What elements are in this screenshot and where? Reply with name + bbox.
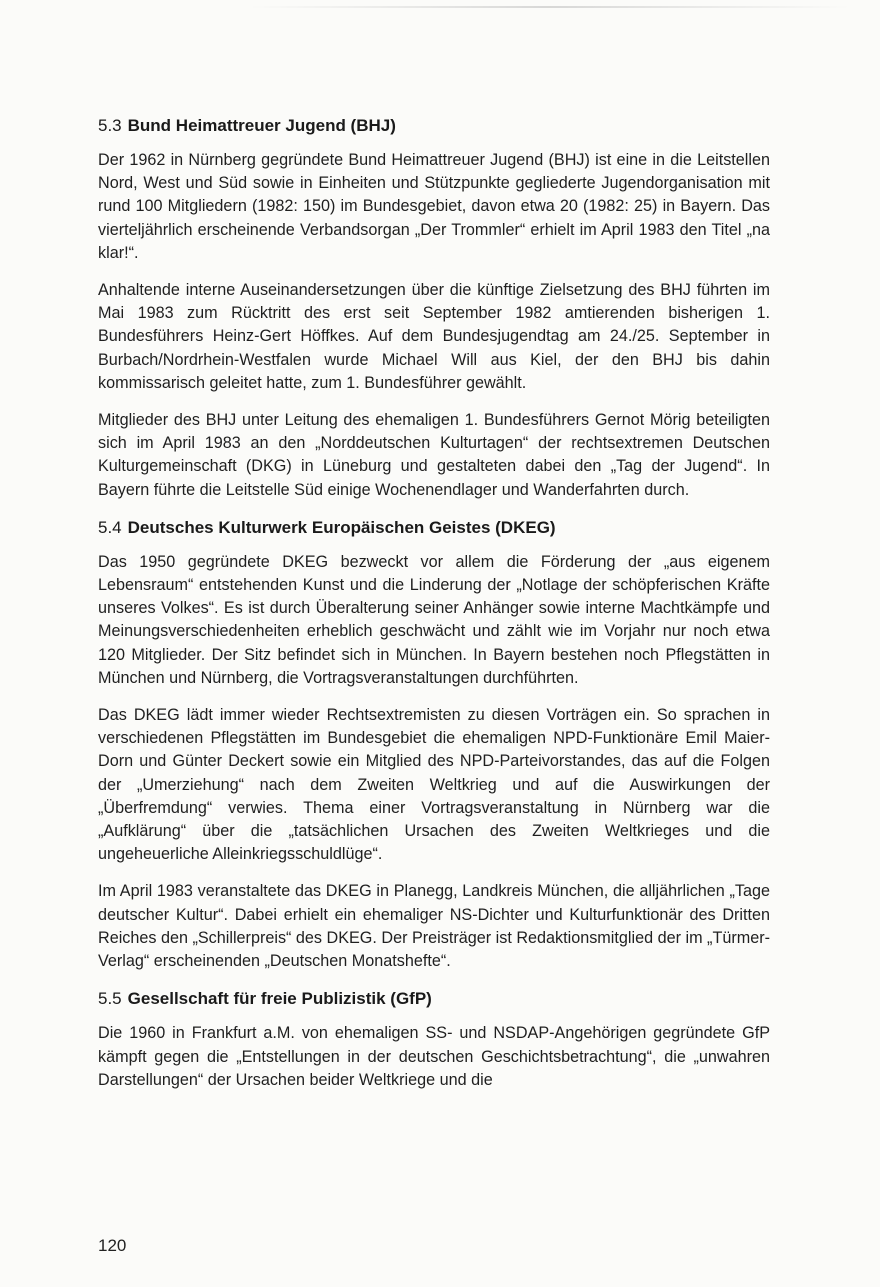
section-heading [98, 114, 770, 138]
paragraph: Der 1962 in Nürnberg gegründete Bund Heimattreuer Jugend (BHJ) ist eine in die Leitstellen Nord, West und Süd sowie in Einheiten und Stützpunkte gegliederte Jugendorganisation mit rund 100 Mitgliedern (1982: 150) im Bundesgebiet, davon etwa 20 (1982: 25) in Bayern. Das vierteljährlich erscheinende Verbandsorgan „Der Trommler“ erhielt im April 1983 den Titel „na klar!“. [98, 151, 770, 262]
page-number: 120 [98, 1236, 127, 1255]
section-title: Gesellschaft für freie Publizistik (GfP) [127, 989, 432, 1009]
section-5-5 [98, 987, 770, 1092]
section-title: Deutsches Kulturwerk Europäischen Geistes (DKEG) [127, 517, 556, 537]
section-heading [98, 516, 770, 540]
paragraph: Das 1950 gegründete DKEG bezweckt vor allem die Förderung der „aus eigenem Lebensraum“ entstehenden Kunst und die Linderung der „Notlage der schöpferischen Kräfte unseres Volkes“. Es ist durch Überalterung seiner Anhänger sowie interne Machtkämpfe und Meinungsverschiedenheiten erheblich geschwächt und zählt wie im Vorjahr nur noch etwa 120 Mitglieder. Der Sitz befindet sich in München. In Bayern bestehen noch Pflegstätten in München und Nürnberg, die Vortragsveranstaltungen durchführten. [98, 552, 770, 687]
paragraph: Die 1960 in Frankfurt a.M. von ehemaligen SS- und NSDAP-Angehörigen gegründete GfP kämpft gegen die „Entstellungen in der deutschen Geschichtsbetrachtung“, die „unwahren Darstellungen“ der Ursachen beider Weltkriege und die [98, 1024, 770, 1089]
section-5-4 [98, 516, 770, 973]
section-5-3 [98, 114, 770, 502]
paragraph: Das DKEG lädt immer wieder Rechtsextremisten zu diesen Vorträgen ein. So sprachen in verschiedenen Pflegstätten im Bundesgebiet die ehemaligen NPD-Funktionäre Emil Maier-Dorn und Günter Deckert sowie ein Mitglied des NPD-Parteivorstandes, das auf die Folgen der „Umerziehung“ nach dem Zweiten Weltkrieg und auf die Auswirkungen der „Überfremdung“ verwies. Thema einer Vortragsveranstaltung in Nürnberg war die „Aufklärung“ über die „tatsächlichen Ursachen des Zweiten Weltkrieges und die ungeheuerliche Alleinkriegsschuldlüge“. [98, 706, 770, 864]
paragraph: Im April 1983 veranstaltete das DKEG in Planegg, Landkreis München, die alljährlichen „Tage deutscher Kultur“. Dabei erhielt ein ehemaliger NS-Dichter und Kulturfunktionär des Dritten Reiches den „Schillerpreis“ des DKEG. Der Preisträger ist Redaktionsmitglied der im „Türmer-Verlag“ erscheinenden „Deutschen Monatshefte“. [98, 882, 770, 971]
section-number: 5.5 [98, 989, 122, 1009]
section-heading [98, 987, 770, 1011]
page-content [98, 114, 770, 1106]
paragraph: Anhaltende interne Auseinandersetzungen über die künftige Zielsetzung des BHJ führten im Mai 1983 zum Rücktritt des erst seit September 1982 amtierenden bisherigen 1. Bundesführers Heinz-Gert Höffkes. Auf dem Bundesjugendtag am 24./25. September in Burbach/Nordrhein-Westfalen wurde Michael Will aus Kiel, der den BHJ bis dahin kommissarisch geleitet hatte, zum 1. Bundesführer gewählt. [98, 281, 770, 392]
paragraph: Mitglieder des BHJ unter Leitung des ehemaligen 1. Bundesführers Gernot Mörig beteiligten sich im April 1983 an den „Norddeutschen Kulturtagen“ der rechtsextremen Deutschen Kulturgemeinschaft (DKG) in Lüneburg und gestalteten dabei den „Tag der Jugend“. In Bayern führte die Leitstelle Süd einige Wochenendlager und Wanderfahrten durch. [98, 411, 770, 499]
scan-top-edge [250, 6, 850, 8]
section-number: 5.3 [98, 116, 122, 135]
section-title: Bund Heimattreuer Jugend (BHJ) [127, 116, 396, 135]
section-number: 5.4 [98, 517, 122, 537]
